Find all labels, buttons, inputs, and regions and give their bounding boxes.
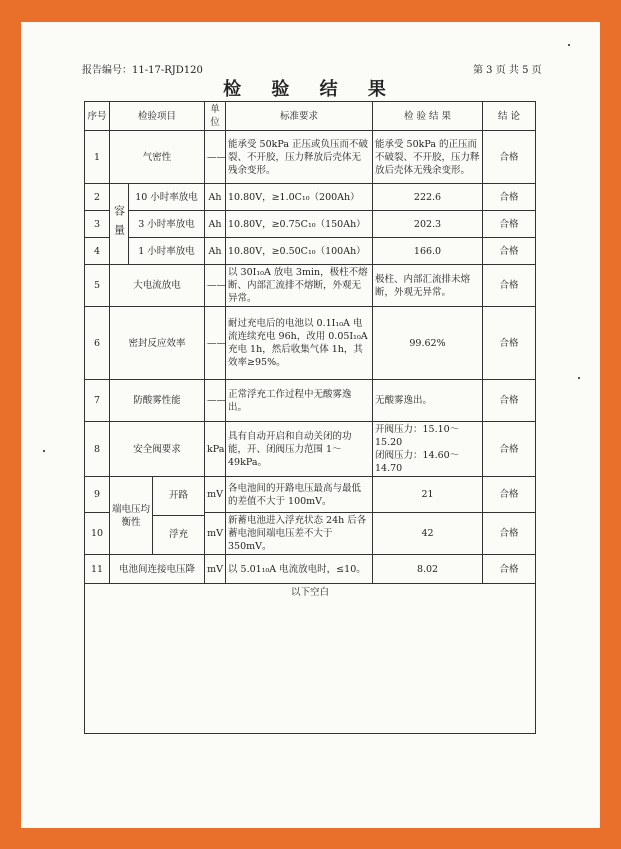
row-no: 7	[85, 380, 110, 422]
row-item: 大电流放电	[110, 265, 205, 307]
row-unit: ——	[205, 380, 226, 422]
row-conclusion: 合格	[483, 238, 536, 265]
report-page	[21, 22, 600, 828]
row-item: 开路	[153, 477, 204, 516]
row-result: 极柱、内部汇流排未熔断，外观无异常。	[373, 265, 483, 307]
row-requirement: 以 5.01₁₀A 电流放电时，≤10。	[226, 555, 373, 584]
table-row	[85, 238, 536, 265]
row-unit: ——	[205, 131, 226, 184]
row-result: 202.3	[373, 211, 483, 238]
row-conclusion: 合格	[483, 307, 536, 380]
row-conclusion: 合格	[483, 211, 536, 238]
table-row	[85, 211, 536, 238]
row-item: 电池间连接电压降	[110, 555, 205, 584]
row-item: 3 小时率放电	[129, 211, 205, 238]
row-no: 3	[85, 211, 110, 238]
page-indicator: 第 3 页 共 5 页	[473, 65, 542, 76]
row-result: 99.62%	[373, 307, 483, 380]
row-result: 能承受 50kPa 的正压而不破裂、不开胶，压力释放后壳体无残余变形。	[373, 131, 483, 184]
row-no: 2	[85, 184, 110, 211]
row-unit: Ah	[205, 184, 226, 211]
table-row	[85, 307, 536, 380]
row-item: 密封反应效率	[110, 307, 205, 380]
col-header-result: 检 验 结 果	[373, 102, 483, 131]
row-no: 11	[85, 555, 110, 584]
row-unit: mV	[205, 555, 226, 584]
row-conclusion: 合格	[483, 422, 536, 477]
valve-close-pressure: 闭阀压力：14.60～14.70	[375, 450, 460, 474]
valve-open-pressure: 开阀压力：15.10～15.20	[375, 424, 460, 448]
col-header-no: 序号	[85, 102, 110, 131]
col-header-unit: 单位	[205, 102, 226, 131]
table-row	[85, 555, 536, 584]
row-conclusion: 合格	[483, 555, 536, 584]
row-requirement: 正常浮充工作过程中无酸雾逸出。	[226, 380, 373, 422]
row-item: 气密性	[110, 131, 205, 184]
col-header-conclusion: 结 论	[483, 102, 536, 131]
results-table	[84, 101, 536, 734]
row-result: 无酸雾逸出。	[373, 380, 483, 422]
row-conclusion: 合格	[483, 513, 536, 555]
row-no: 6	[85, 307, 110, 380]
blank-notice: 以下空白	[85, 584, 536, 734]
table-row	[85, 184, 536, 211]
paper-speck	[578, 377, 580, 379]
row-conclusion: 合格	[483, 131, 536, 184]
row-item: 浮充	[169, 529, 189, 541]
capacity-group-label: 容量	[110, 184, 129, 265]
table-row	[85, 265, 536, 307]
row-no: 4	[85, 238, 110, 265]
row-unit: Ah	[205, 211, 226, 238]
row-item: 10 小时率放电	[129, 184, 205, 211]
row-unit: kPa	[205, 422, 226, 477]
report-number: 报告编号：11-17-RJD120	[82, 65, 203, 76]
balance-subitems	[152, 477, 204, 554]
blank-row	[85, 584, 536, 734]
row-unit: mV	[205, 477, 226, 513]
row-unit: ——	[205, 265, 226, 307]
row-no: 5	[85, 265, 110, 307]
row-unit: Ah	[205, 238, 226, 265]
col-header-requirement: 标准要求	[226, 102, 373, 131]
row-conclusion: 合格	[483, 380, 536, 422]
row-requirement: 具有自动开启和自动关闭的功能，开、闭阀压力范围 1～49kPa。	[226, 422, 373, 477]
row-result: 222.6	[373, 184, 483, 211]
row-requirement: 10.80V，≥1.0C₁₀（200Ah）	[226, 184, 373, 211]
row-requirement: 能承受 50kPa 正压或负压而不破裂、不开胶，压力释放后壳体无残余变形。	[226, 131, 373, 184]
table-row	[85, 477, 536, 513]
row-conclusion: 合格	[483, 265, 536, 307]
row-requirement: 以 30I₁₀A 放电 3min，极柱不熔断、内部汇流排不熔断，外观无异常。	[226, 265, 373, 307]
row-unit: mV	[205, 513, 226, 555]
row-no: 1	[85, 131, 110, 184]
col-header-item: 检验项目	[110, 102, 205, 131]
row-conclusion: 合格	[483, 184, 536, 211]
row-item: 防酸雾性能	[110, 380, 205, 422]
row-item: 1 小时率放电	[129, 238, 205, 265]
row-result	[373, 422, 483, 477]
row-result: 21	[373, 477, 483, 513]
balance-group-title: 端电压均衡性	[112, 503, 151, 528]
row-no: 10	[85, 513, 110, 555]
row-item: 安全阀要求	[110, 422, 205, 477]
row-requirement: 耐过充电后的电池以 0.1I₁₀A 电流连续充电 96h，改用 0.05I₁₀A 充电 1h，然后收集气体 1h，其效率≥95%。	[226, 307, 373, 380]
row-requirement: 各电池间的开路电压最高与最低的差值不大于 100mV。	[226, 477, 373, 513]
row-requirement: 10.80V，≥0.50C₁₀（100Ah）	[226, 238, 373, 265]
row-result: 42	[373, 513, 483, 555]
paper-speck	[568, 44, 570, 46]
table-row	[85, 131, 536, 184]
row-result: 8.02	[373, 555, 483, 584]
row-requirement: 新蓄电池进入浮充状态 24h 后各蓄电池间端电压差不大于 350mV。	[226, 513, 373, 555]
row-no: 9	[85, 477, 110, 513]
row-unit: ——	[205, 307, 226, 380]
balance-group-label	[110, 477, 205, 555]
row-result: 166.0	[373, 238, 483, 265]
row-conclusion: 合格	[483, 477, 536, 513]
table-row	[85, 380, 536, 422]
table-row	[85, 422, 536, 477]
row-requirement: 10.80V，≥0.75C₁₀（150Ah）	[226, 211, 373, 238]
row-no: 8	[85, 422, 110, 477]
page-title: 检 验 结 果	[223, 79, 398, 100]
paper-speck	[43, 450, 45, 452]
table-header-row	[85, 102, 536, 131]
